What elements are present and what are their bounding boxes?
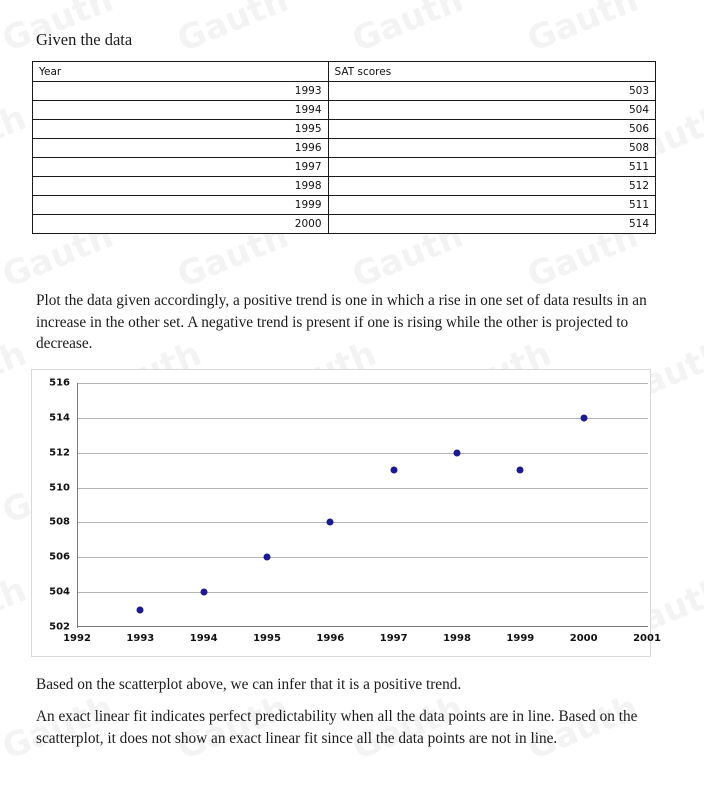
y-axis-tick-label: 510 bbox=[49, 482, 70, 494]
watermark-text bbox=[0, 334, 32, 414]
cell-year: 1999 bbox=[33, 196, 329, 215]
watermark-text bbox=[697, 688, 704, 768]
y-axis-tick-label: 514 bbox=[49, 412, 70, 424]
x-axis-tick-label: 1998 bbox=[443, 633, 471, 644]
watermark-text bbox=[697, 452, 704, 532]
cell-year: 1994 bbox=[33, 101, 329, 120]
cell-sat-score: 503 bbox=[328, 82, 655, 101]
gridline bbox=[78, 418, 648, 419]
cell-sat-score: 512 bbox=[328, 177, 655, 196]
cell-sat-score: 514 bbox=[328, 215, 655, 234]
gridline bbox=[78, 557, 648, 558]
cell-sat-score: 508 bbox=[328, 139, 655, 158]
table-body bbox=[33, 82, 656, 234]
data-point bbox=[264, 554, 271, 561]
data-point bbox=[137, 606, 144, 613]
data-point bbox=[390, 467, 397, 474]
cell-sat-score: 506 bbox=[328, 120, 655, 139]
y-axis-tick-label: 512 bbox=[49, 447, 70, 459]
cell-year: 1997 bbox=[33, 158, 329, 177]
table-row bbox=[33, 82, 656, 101]
cell-sat-score: 511 bbox=[328, 158, 655, 177]
watermark-text bbox=[522, 0, 644, 60]
x-axis-tick-label: 2001 bbox=[633, 633, 661, 644]
cell-sat-score: 511 bbox=[328, 196, 655, 215]
gridline bbox=[78, 383, 648, 384]
x-axis-tick-label: 1993 bbox=[126, 633, 155, 644]
paragraph-linear-fit: An exact linear fit indicates perfect predictability when all the data points are in line. Based on the scatterplot, it does not show an exact linear fit since all the data points are not in line. bbox=[36, 708, 638, 747]
table-row bbox=[33, 139, 656, 158]
x-axis-tick-label: 1997 bbox=[379, 633, 408, 644]
cell-year: 1996 bbox=[33, 139, 329, 158]
cell-year: 2000 bbox=[33, 215, 329, 234]
watermark-text bbox=[0, 570, 32, 650]
table-row bbox=[33, 215, 656, 234]
x-axis-tick-label: 1992 bbox=[63, 633, 91, 644]
data-point bbox=[517, 467, 524, 474]
plot-area bbox=[49, 377, 661, 644]
y-axis-tick-label: 506 bbox=[49, 551, 70, 563]
paragraph-plot-instruction: Plot the data given accordingly, a positive trend is one in which a rise in one set of data results in an increase in the other set. A negative trend is present if one is rising while the other is projected to decrease. bbox=[36, 292, 647, 352]
gridline bbox=[78, 453, 648, 454]
data-point bbox=[200, 589, 207, 596]
y-axis-tick-label: 508 bbox=[49, 516, 70, 528]
cell-sat-score: 504 bbox=[328, 101, 655, 120]
data-point bbox=[327, 519, 334, 526]
data-point bbox=[454, 449, 461, 456]
gridline bbox=[78, 488, 648, 489]
page-title: Given the data bbox=[36, 30, 133, 49]
table-row bbox=[33, 196, 656, 215]
x-axis-line bbox=[77, 626, 648, 627]
x-axis-tick-label: 1999 bbox=[506, 633, 535, 644]
y-axis-tick-label: 502 bbox=[49, 621, 70, 633]
table-header-row bbox=[33, 62, 656, 82]
gridline bbox=[78, 522, 648, 523]
data-table bbox=[32, 61, 656, 234]
cell-year: 1995 bbox=[33, 120, 329, 139]
data-point bbox=[580, 414, 587, 421]
y-axis-tick-label: 504 bbox=[49, 586, 70, 598]
watermark-text bbox=[0, 98, 32, 178]
cell-year: 1993 bbox=[33, 82, 329, 101]
watermark-text bbox=[347, 0, 469, 60]
x-axis-tick-label: 1994 bbox=[189, 633, 218, 644]
table-row bbox=[33, 177, 656, 196]
watermark-text bbox=[172, 0, 294, 60]
watermark-text bbox=[697, 216, 704, 296]
y-axis-tick-label: 516 bbox=[49, 377, 70, 389]
column-header-sat-scores: SAT scores bbox=[328, 62, 655, 82]
scatterplot-chart bbox=[31, 369, 661, 657]
x-axis-tick-label: 2000 bbox=[569, 633, 598, 644]
cell-year: 1998 bbox=[33, 177, 329, 196]
column-header-year: Year bbox=[33, 62, 329, 82]
x-axis-tick-label: 1996 bbox=[316, 633, 345, 644]
table-row bbox=[33, 101, 656, 120]
table-row bbox=[33, 120, 656, 139]
x-axis-tick-label: 1995 bbox=[253, 633, 281, 644]
table-row bbox=[33, 158, 656, 177]
paragraph-inference: Based on the scatterplot above, we can infer that it is a positive trend. bbox=[36, 676, 462, 693]
watermark-text bbox=[697, 0, 704, 60]
gridline bbox=[78, 592, 648, 593]
